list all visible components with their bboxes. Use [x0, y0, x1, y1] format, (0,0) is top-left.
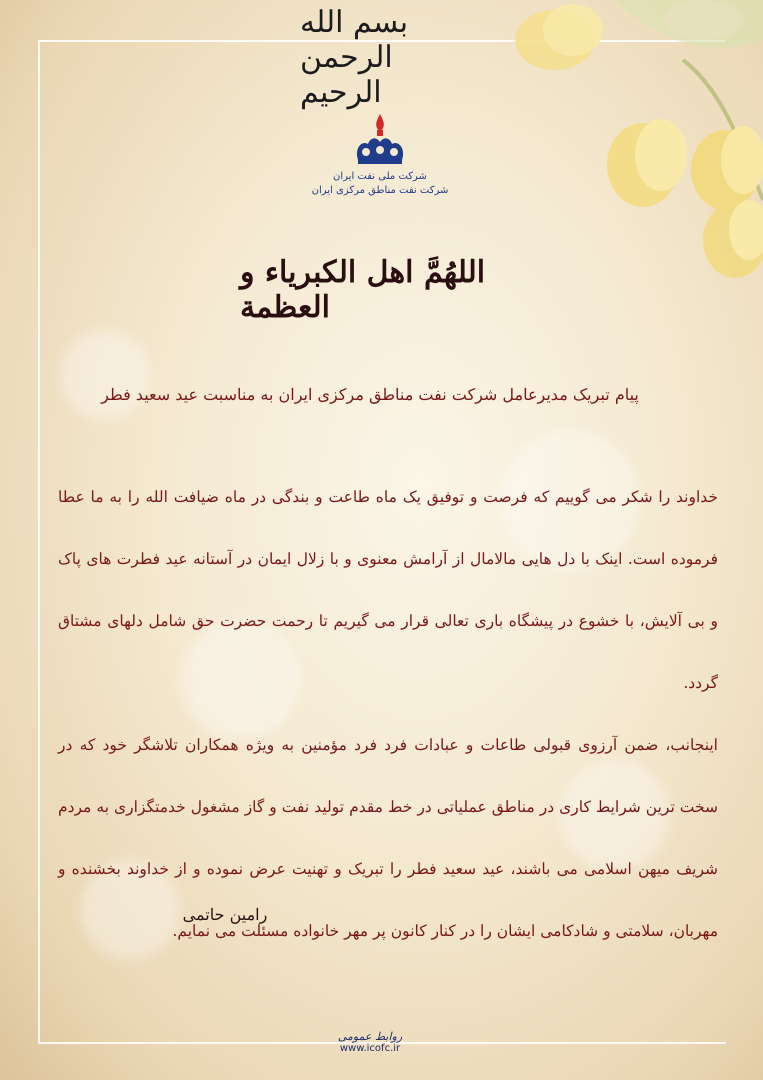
footer-department: روابط عمومی: [337, 1030, 403, 1043]
signature-name: رامین حاتمی: [182, 905, 268, 924]
footer: [300, 1030, 440, 1054]
paragraph-2: اینجانب، ضمن آرزوی قبولی طاعات و عبادات فرد فرد مؤمنین به ویژه همکاران تلاشگر خود که در سخت ترین شرایط کاری در مناطق عملیاتی در خط مقدم تولید نفت و گاز مشغول خدمتگزاری به مردم شریف میهن اسلامی می باشند، عید سعید فطر را تبریک و تهنیت عرض نموده و از خداوند بخشنده و مهربان، سلامتی و شادکامی ایشان را در کنار کانون پر مهر خانواده مسئلت می نمایم.: [58, 736, 718, 940]
paragraph-1: خداوند را شکر می گوییم که فرصت و توفیق یک ماه طاعت و بندگی در ماه ضیافت الله را به ما عطا فرموده است. اینک با دل هایی مالامال از آرامش معنوی و با زلال ایمان در آستانه عید فطرت های پاک و بی آلایش، با خشوع در پیشگاه باری تعالی قرار می گیریم تا رحمت حضرت حق شامل دلهای مشتاق گردد.: [58, 488, 718, 692]
company-name: [300, 170, 460, 198]
nioc-logo-icon: [348, 112, 412, 172]
message-body: [58, 466, 718, 962]
bismillah-calligraphy: [300, 5, 460, 110]
footer-url-link[interactable]: www.icofc.ir: [339, 1043, 401, 1054]
message-title: پیام تبریک مدیرعامل شرکت نفت مناطق مرکزی ایران به مناسبت عید سعید فطر: [101, 385, 639, 404]
bismillah-text: بسم الله الرحمن الرحیم: [300, 5, 409, 110]
calligraphy-header: [240, 240, 520, 340]
company-name-line-1: شرکت ملی نفت ایران: [333, 171, 427, 182]
calligraphy-text: اللهُمَّ اهل الکبریاء و العظمة: [240, 255, 486, 325]
company-name-line-2: شرکت نفت مناطق مرکزی ایران: [311, 185, 449, 196]
